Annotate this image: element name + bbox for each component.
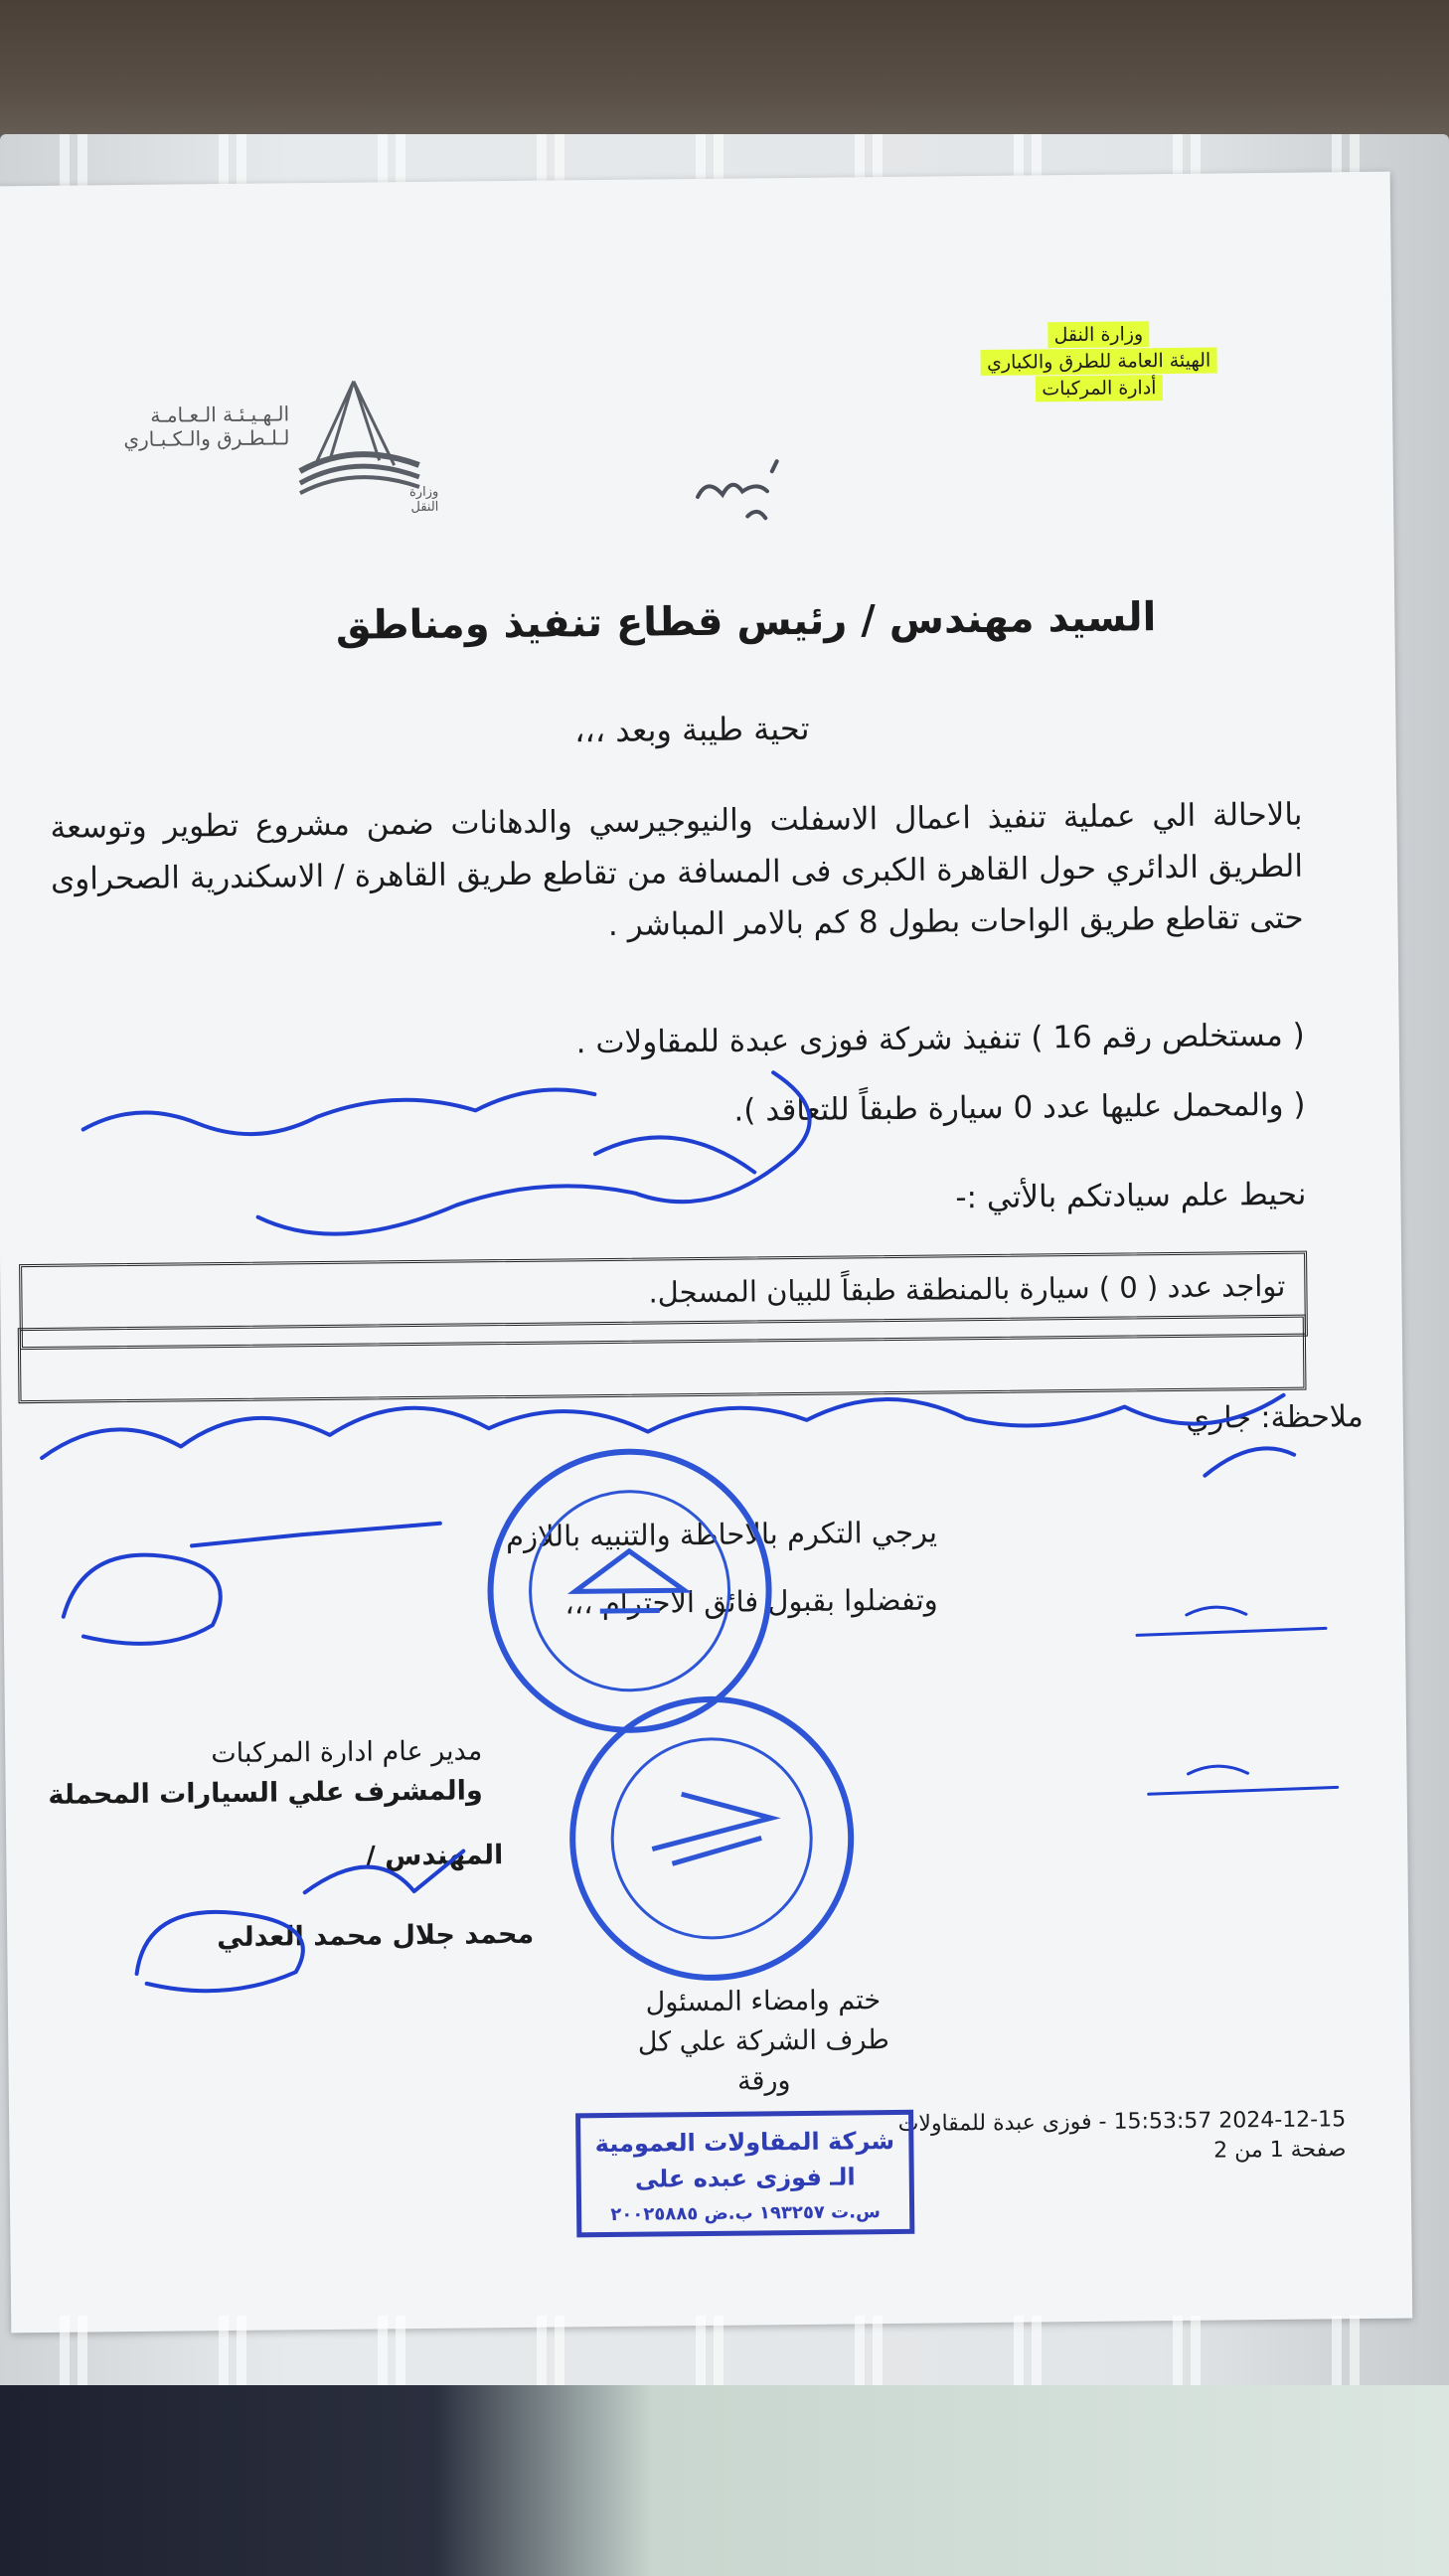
closing-line1: يرجي التكرم بالاحاطة والتنبيه باللازم [505, 1515, 938, 1554]
signatory-title2: والمشرف علي السيارات المحملة [48, 1775, 483, 1811]
mohamal-line: ( والمحمل عليها عدد 0 سيارة طبقاً للتعاقد ). [733, 1086, 1306, 1129]
floor-background [0, 2385, 1449, 2576]
status-box-text: تواجد عدد ( 0 ) سيارة بالمنطقة طبقاً للبيان المسجل. [648, 1268, 1286, 1310]
footer-page: صفحة 1 من 2 [1213, 2137, 1347, 2164]
handwritten-note [31, 1355, 1324, 1508]
stamp-instruction-line3: ورقة [736, 2065, 791, 2097]
handwritten-signature-3 [125, 1831, 505, 2004]
authority-header [949, 320, 1248, 403]
authority-name: الهيئة العامة للطرق والكباري [981, 348, 1216, 376]
company-stamp [575, 2110, 914, 2238]
greeting: تحية طيبة وبعد ،،، [573, 709, 810, 750]
note-label: ملاحظة: جاري [1186, 1399, 1364, 1436]
mostakhlas-line: ( مستخلص رقم 16 ) تنفيذ شركة فوزى عبدة للمقاولات . [575, 1017, 1305, 1061]
handwritten-date-marks [1127, 1593, 1359, 1853]
logo-line1: الـهـيـئـة الـعـامـة [150, 402, 290, 427]
official-seal-2 [562, 1688, 863, 1989]
footer-timestamp: 2024-12-15 15:53:57 - فوزى عبدة للمقاولات [897, 2107, 1347, 2137]
stamp-instruction-line2: طرف الشركة علي كل [637, 2024, 889, 2058]
closing-line2: وتفضلوا بقبول فائق الاحترام ،،، [564, 1582, 938, 1621]
body-paragraph: بالاحالة الي عملية تنفيذ اعمال الاسفلت والنيوجيرسي والدهانات ضمن مشروع تطوير وتوسعة الطريق الدائري حول القاهرة الكبرى فى المسافة من تقاطع طريق القاهرة / الاسكندرية الصحراوى حتى تقاطع طريق الواحات بطول 8 كم بالامر المباشر . [50, 796, 1304, 943]
document-page [0, 172, 1412, 2334]
authority-logo [71, 371, 439, 516]
signatory-title1: مدير عام ادارة المركبات [211, 1735, 483, 1770]
signatory-title3: المهندس / [365, 1840, 504, 1872]
signatory-name: محمد جلال محمد العدلي [217, 1918, 535, 1954]
handwritten-signature-2 [43, 1504, 462, 1667]
nohit-line: نحيط علم سيادتكم بالأتي :- [955, 1176, 1307, 1216]
logo-line2: لـلـطـرق والـكـبـاري [123, 425, 290, 452]
logo-caption: وزارة النقل [408, 484, 439, 516]
ministry-name: وزارة النقل [1047, 321, 1149, 348]
company-stamp-line1: شركة المقاولات العمومية [594, 2127, 895, 2159]
bridge-icon [294, 371, 424, 501]
stamp-instruction-line1: ختم وامضاء المسئول [645, 1985, 882, 2018]
company-stamp-line2: الـ فوزى عبده على [634, 2163, 856, 2193]
recipient-line: السيد مهندس / رئيس قطاع تنفيذ ومناطق [335, 594, 1157, 649]
company-stamp-line3: س.ت ١٩٣٢٥٧ ب.ض ٢٠٠٢٥٨٨٥ [610, 2201, 881, 2226]
handwritten-signature-1 [78, 1050, 974, 1278]
department-name: أدارة المركبات [1036, 375, 1162, 402]
pencil-scribble [688, 456, 808, 547]
stamp-instruction [634, 1981, 893, 2103]
footer-metadata [849, 2105, 1347, 2170]
